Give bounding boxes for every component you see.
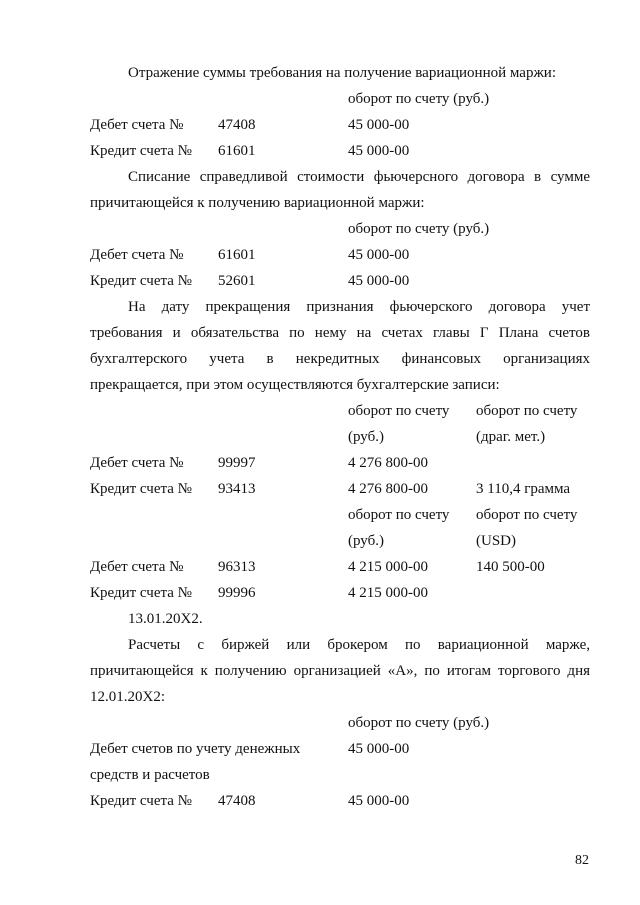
account-number: 61601	[218, 247, 256, 263]
paragraph-line: требования и обязательства по нему на счетах главы Г Плана счетов	[90, 325, 590, 341]
account-number: 47408	[218, 793, 256, 809]
entry-label: Кредит счета №	[90, 585, 192, 601]
entry-label: Дебет счета №	[90, 559, 184, 575]
column-header: оборот по счету	[348, 403, 450, 419]
entry-label: Кредит счета №	[90, 273, 192, 289]
amount-rub: 4 215 000-00	[348, 585, 428, 601]
paragraph-line: Расчеты с биржей или брокером по вариационной марже,	[128, 637, 590, 653]
entry-label: Кредит счета №	[90, 143, 192, 159]
paragraph-line: Списание справедливой стоимости фьючерсного договора в сумме	[128, 169, 590, 185]
amount-rub: 45 000-00	[348, 741, 410, 757]
account-number: 47408	[218, 117, 256, 133]
entry-label: Дебет счетов по учету денежных	[90, 741, 301, 757]
amount-rub: 4 276 800-00	[348, 455, 428, 471]
amount-rub: 45 000-00	[348, 117, 410, 133]
column-header-unit: (руб.)	[348, 533, 384, 549]
entry-label: Кредит счета №	[90, 793, 192, 809]
amount-usd: 140 500-00	[476, 559, 545, 575]
account-number: 93413	[218, 481, 256, 497]
paragraph-line: причитающейся к получению вариационной маржи:	[90, 195, 425, 211]
amount-rub: 45 000-00	[348, 793, 410, 809]
page-number: 82	[575, 853, 589, 868]
entry-label: Дебет счета №	[90, 455, 184, 471]
account-number: 99997	[218, 455, 256, 471]
amount-rub: 45 000-00	[348, 143, 410, 159]
column-header-unit: (драг. мет.)	[476, 429, 546, 445]
paragraph-line: 12.01.20Х2:	[90, 689, 165, 705]
intro-line: Отражение суммы требования на получение вариационной маржи:	[128, 65, 556, 81]
account-number: 61601	[218, 143, 256, 159]
column-header-unit: (USD)	[476, 533, 516, 549]
entry-label: средств и расчетов	[90, 767, 210, 783]
amount-rub: 4 215 000-00	[348, 559, 428, 575]
paragraph-line: причитающейся к получению организацией «А», по итогам торгового дня	[90, 663, 590, 679]
column-header: оборот по счету	[476, 403, 578, 419]
amount-rub: 45 000-00	[348, 247, 410, 263]
column-header: оборот по счету (руб.)	[348, 91, 490, 107]
amount-rub: 4 276 800-00	[348, 481, 428, 497]
amount-rub: 45 000-00	[348, 273, 410, 289]
account-number: 52601	[218, 273, 256, 289]
column-header: оборот по счету	[476, 507, 578, 523]
entry-label: Кредит счета №	[90, 481, 192, 497]
account-number: 99996	[218, 585, 256, 601]
account-number: 96313	[218, 559, 256, 575]
column-header: оборот по счету	[348, 507, 450, 523]
column-header: оборот по счету (руб.)	[348, 715, 490, 731]
entry-label: Дебет счета №	[90, 117, 184, 133]
paragraph-line: бухгалтерского учета в некредитных финансовых организациях	[90, 351, 590, 367]
amount-metal: 3 110,4 грамма	[476, 481, 571, 497]
column-header: оборот по счету (руб.)	[348, 221, 490, 237]
paragraph-line: На дату прекращения признания фьючерского договора учет	[128, 299, 590, 315]
column-header-unit: (руб.)	[348, 429, 384, 445]
date-heading: 13.01.20Х2.	[128, 611, 203, 627]
paragraph-line: прекращается, при этом осуществляются бухгалтерские записи:	[90, 377, 500, 393]
entry-label: Дебет счета №	[90, 247, 184, 263]
